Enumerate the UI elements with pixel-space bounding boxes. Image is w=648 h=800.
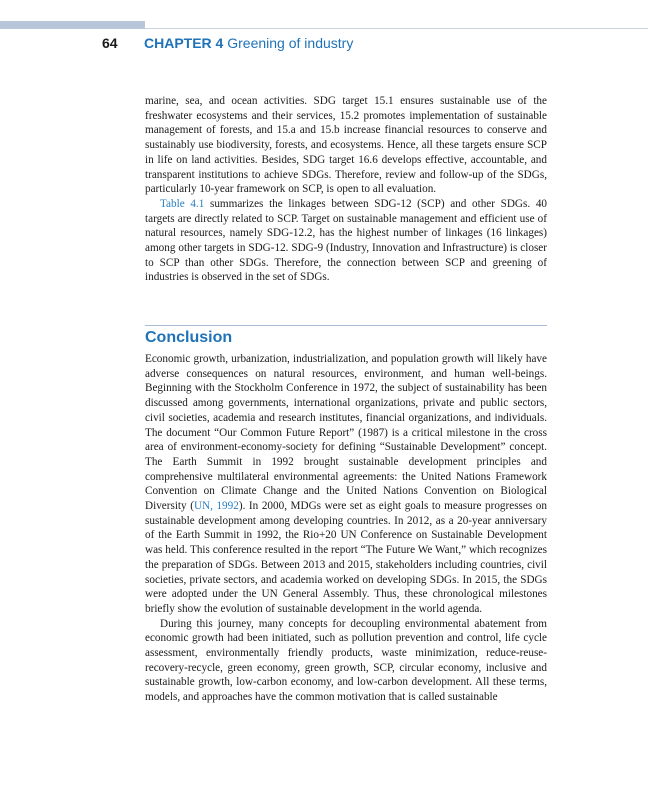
section-divider (145, 325, 547, 326)
running-header (0, 35, 648, 55)
citation-link[interactable]: UN, 1992 (193, 500, 239, 513)
conclusion-paragraph (145, 352, 547, 617)
conclusion-paragraph: During this journey, many concepts for decoupling environmental abatement from economic growth had been initiated, such as pollution prevention and control, life cycle assessment, environmentally friendly products, waste minimization, reduce-reuse-recovery-recycle, green economy, green growth, SCP, circular economy, inclusive and sustainable growth, low-carbon economy, and low-carbon development. All these terms, models, and approaches have the common motivation that is called sustainable (145, 617, 547, 704)
header-accent-bar (0, 21, 145, 29)
paragraph-text: ). In 2000, MDGs were set as eight goals to measure progresses on sustainable development among developing countries. In 2012, as a 20-year anniversary of the Earth Summit in 1992, the Rio+20 UN Conference on Sustainable Development was held. This conference resulted in the report “The Future We Want,” which recognizes the preparation of SDGs. Between 2013 and 2015, stakeholders including countries, civil societies, private sectors, and academia worked on developing SDGs. In 2015, the SDGs were adopted under the UN General Assembly. Thus, these chronological milestones briefly show the evolution of sustainable development in the world agenda. (145, 500, 547, 615)
header-rule (145, 28, 648, 29)
table-reference-link[interactable]: Table 4.1 (160, 197, 205, 210)
conclusion-text (145, 352, 547, 705)
paragraph-text: summarizes the linkages between SDG-12 (SCP) and other SDGs. 40 targets are directly related to SCP. Target on sustainable management and efficient use of natural resources, namely SDG-12.2, has the highest number of linkages (16 linkages) among other targets in SDG-12. SDG-9 (Industry, Innovation and Infrastructure) is closer to SCP than other SDGs. Therefore, the connection between SCP and greening of industries is observed in the set of SDGs. (145, 197, 547, 284)
body-paragraph: marine, sea, and ocean activities. SDG target 15.1 ensures sustainable use of the freshwater ecosystems and their services, 15.2 promotes implementation of sustainable management of forests, and 15.a and 15.b increase financial resources to conserve and sustainably use biodiversity, forests, and ecosystems. Hence, all these targets ensure SCP in life on land activities. Besides, SDG target 16.6 develops effective, accountable, and transparent institutions to achieve SDGs. Therefore, review and follow-up of the SDGs, particularly 10-year framework on SCP, is open to all evaluation. (145, 95, 547, 196)
body-text-top (145, 94, 547, 285)
section-heading-conclusion: Conclusion (145, 329, 233, 346)
chapter-title: Greening of industry (227, 35, 354, 51)
chapter-heading (144, 35, 353, 51)
paragraph-text: Economic growth, urbanization, industrialization, and population growth will likely have adverse consequences on natural resources, environment, and human well-beings. Beginning with the Stockholm Conference in 1972, the subject of sustainability has been discussed among governments, international organizations, private and public sectors, civil societies, academia and research institutes, financial organizations, and individuals. The document “Our Common Future Report” (1987) is a critical milestone in the cross area of environment-economy-society for defining “Sustainable Development” concept. The Earth Summit in 1992 brought sustainable development principles and comprehensive multilateral environmental agreements: the United Nations Framework Convention on Climate Change and the United Nations Convention on Biological Diversity ( (145, 353, 547, 513)
page-number: 64 (102, 35, 118, 51)
chapter-label: CHAPTER 4 (144, 35, 224, 51)
body-paragraph (145, 197, 547, 285)
